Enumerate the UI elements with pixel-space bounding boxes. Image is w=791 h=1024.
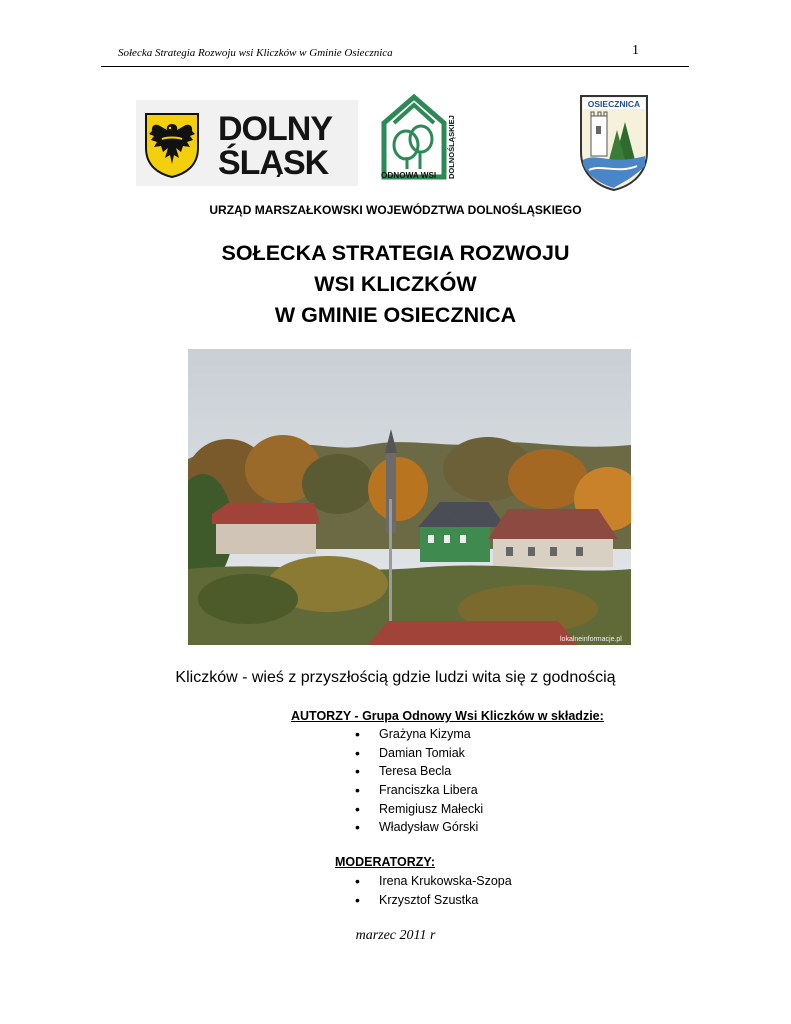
moderators-list <box>355 872 512 909</box>
document-title <box>0 238 791 331</box>
author-item: • Grażyna Kizyma <box>355 725 483 744</box>
author-item: • Remigiusz Małecki <box>355 800 483 819</box>
dolny-wordmark-line2: ŚLĄSK <box>218 144 329 177</box>
osiecznica-coat-of-arms <box>579 94 649 197</box>
village-motto: Kliczków - wieś z przyszłością gdzie ludzi wita się z godnością <box>175 669 616 686</box>
author-item: • Franciszka Libera <box>355 781 483 800</box>
document-date: marzec 2011 r <box>355 928 436 943</box>
lower-silesia-eagle-logo <box>143 112 201 183</box>
moderator-item: • Irena Krukowska-Szopa <box>355 872 512 891</box>
title-line: WSI KLICZKÓW <box>314 272 477 296</box>
odnowa-wsi-caption: ODNOWA WSI <box>381 171 437 180</box>
moderators-heading: MODERATORZY: <box>335 855 435 869</box>
office-name: URZĄD MARSZAŁKOWSKI WOJEWÓDZTWA DOLNOŚLĄSKIEGO <box>209 203 582 217</box>
title-line: SOŁECKA STRATEGIA ROZWOJU <box>221 241 570 265</box>
authors-heading: AUTORZY - Grupa Odnowy Wsi Kliczków w składzie: <box>291 709 604 723</box>
osiecznica-label: OSIECZNICA <box>587 99 641 109</box>
dolny-slask-wordmark-logo <box>216 111 356 182</box>
village-photo <box>188 349 631 645</box>
dolny-wordmark-line1: DOLNY <box>218 111 332 148</box>
photo-credit: lokalneinformacje.pl <box>560 636 622 643</box>
author-item: • Damian Tomiak <box>355 744 483 763</box>
page-number: 1 <box>632 43 639 58</box>
odnowa-wsi-logo <box>378 93 464 190</box>
moderator-item: • Krzysztof Szustka <box>355 891 512 910</box>
authors-list <box>355 725 483 837</box>
author-item: • Władysław Górski <box>355 818 483 837</box>
running-title: Sołecka Strategia Rozwoju wsi Kliczków w Gminie Osiecznica <box>118 47 393 59</box>
title-line: W GMINIE OSIECZNICA <box>274 303 517 327</box>
odnowa-wsi-side-caption: DOLNOŚLĄSKIEJ <box>447 115 456 179</box>
author-item: • Teresa Becla <box>355 762 483 781</box>
page-header <box>101 44 689 67</box>
